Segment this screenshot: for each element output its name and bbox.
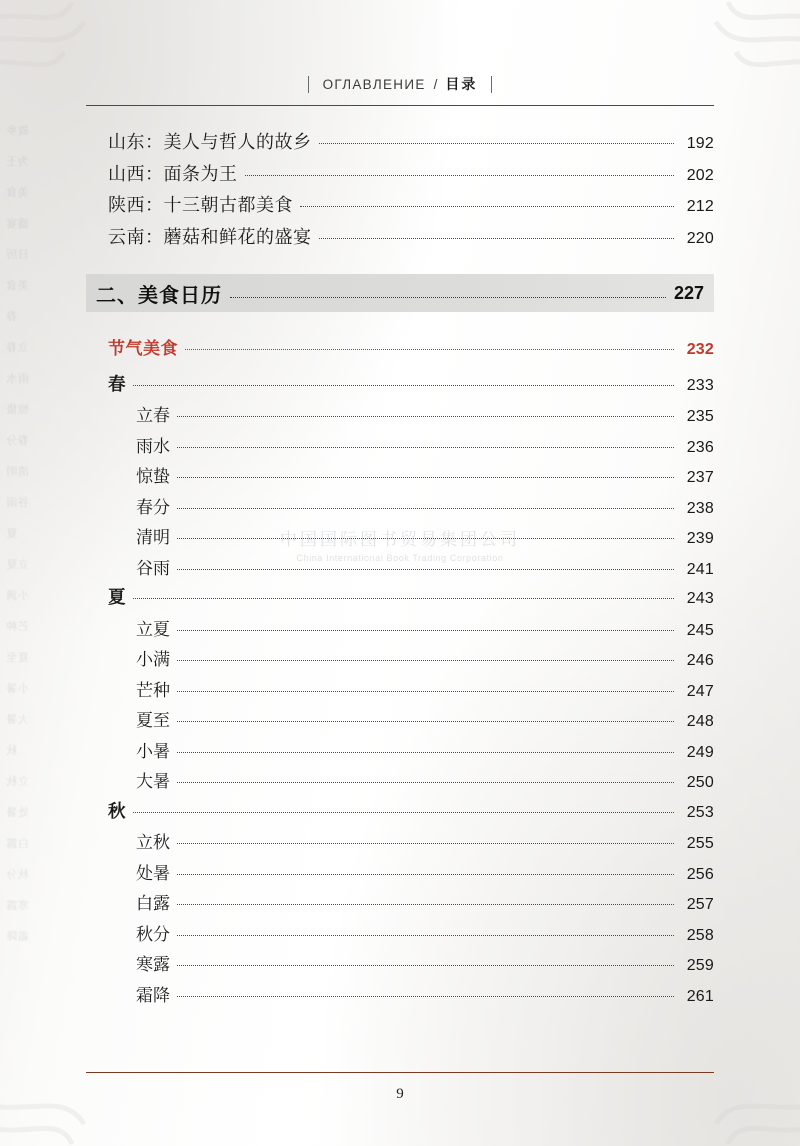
toc-entry-label: 春 — [108, 373, 126, 394]
toc-entry[interactable] — [86, 737, 714, 768]
toc-entry-label: 清明 — [136, 528, 170, 547]
toc-leader — [230, 297, 666, 298]
bleed-line: 清明 — [6, 466, 29, 478]
toc-leader — [177, 721, 674, 722]
toc-entry-label: 云南：蘑菇和鲜花的盛宴 — [108, 226, 312, 247]
toc-entry-label: 夏至 — [136, 711, 170, 730]
toc-entry[interactable] — [86, 645, 714, 676]
bleed-line: 谷雨 — [6, 497, 29, 509]
toc-entry-page: 232 — [686, 341, 714, 358]
watermark-text-zh: 中国国际图书贸易集团公司 — [280, 530, 520, 549]
toc-entry[interactable] — [86, 828, 714, 859]
toc-entry-label: 谷雨 — [136, 558, 170, 578]
toc-entry-page: 249 — [686, 743, 714, 761]
toc-leader — [177, 874, 674, 875]
toc-entry[interactable] — [86, 706, 714, 737]
toc-entry-season[interactable] — [86, 584, 714, 615]
bleed-line: 处暑 — [6, 807, 29, 819]
toc-entry-page: 255 — [686, 835, 714, 852]
toc-leader — [177, 843, 674, 844]
toc-entry[interactable] — [86, 223, 714, 255]
toc-leader — [177, 752, 674, 753]
toc-entry-page: 202 — [686, 166, 714, 184]
toc-section-page: 227 — [673, 282, 704, 303]
bleed-line: 霜降 — [6, 931, 29, 943]
toc-entry-label: 陕西：十三朝古都美食 — [108, 195, 293, 215]
toc-entry[interactable] — [86, 191, 714, 223]
toc-entry[interactable] — [86, 981, 714, 1012]
toc-entry[interactable] — [86, 859, 714, 890]
toc-entry-page: 233 — [686, 376, 714, 394]
toc-leader — [177, 996, 674, 997]
toc-entry-page: 246 — [686, 652, 714, 669]
toc-entry-label: 山东：美人与哲人的故乡 — [108, 132, 312, 152]
toc-entry-page: 192 — [686, 135, 714, 152]
toc-leader — [177, 416, 674, 417]
page-bleed-through — [0, 118, 96, 1048]
toc-entry-page: 237 — [686, 469, 714, 486]
toc-section-header[interactable] — [86, 274, 714, 312]
bleed-line: 立夏 — [6, 559, 29, 571]
bleed-line: 春 — [6, 311, 18, 323]
toc-leader — [177, 508, 674, 509]
header-title-zh: 目录 — [445, 76, 478, 92]
toc-entry[interactable] — [86, 493, 714, 524]
footer-divider — [86, 1072, 714, 1073]
toc-entry-label: 惊蛰 — [136, 467, 170, 486]
toc-entry-label: 秋分 — [136, 924, 170, 944]
toc-leader — [133, 598, 675, 599]
header-divider — [86, 105, 714, 106]
toc-entry-page: 257 — [686, 896, 714, 913]
toc-entry[interactable] — [86, 554, 714, 585]
toc-entry-page: 243 — [686, 590, 714, 607]
toc-entry-season[interactable] — [86, 371, 714, 402]
toc-entry-label: 立夏 — [136, 619, 170, 639]
toc-entry-page: 241 — [686, 560, 714, 578]
toc-entry-label: 小暑 — [136, 741, 170, 761]
toc-entry-page: 212 — [686, 198, 714, 215]
toc-entry-page: 220 — [686, 229, 714, 247]
bleed-line: 秋分 — [6, 869, 29, 881]
bleed-line: 雨水 — [6, 373, 29, 385]
toc-leader — [177, 691, 674, 692]
toc-leader — [319, 238, 675, 239]
bleed-line: 美食 — [6, 187, 29, 199]
toc-entry-page: 235 — [686, 408, 714, 425]
toc-leader — [177, 935, 674, 936]
toc-entry-label: 霜降 — [136, 985, 170, 1005]
bleed-line: 夏 — [6, 528, 18, 540]
bleed-line: 立春 — [6, 342, 29, 354]
bleed-line: 夏至 — [6, 652, 29, 664]
toc-entry-page: 256 — [686, 865, 714, 883]
bleed-line: 芒种 — [6, 621, 29, 633]
toc-entry-page: 259 — [686, 957, 714, 974]
toc-section-label: 二、美食日历 — [96, 284, 222, 307]
bleed-line: 惊蛰 — [6, 404, 29, 416]
bleed-line: 为王 — [6, 156, 29, 168]
bleed-line: 小暑 — [6, 683, 29, 695]
toc-entry-label: 山西：面条为王 — [108, 163, 238, 184]
bleed-line: 大暑 — [6, 714, 29, 726]
toc-entry-label: 寒露 — [136, 955, 170, 974]
header-rule-right — [491, 76, 492, 93]
toc-entry[interactable] — [86, 676, 714, 707]
toc-entry-page: 253 — [686, 803, 714, 821]
toc-entry[interactable] — [86, 950, 714, 981]
toc-entry[interactable] — [86, 128, 714, 160]
toc-entry-label: 雨水 — [136, 436, 170, 456]
toc-entry-label: 节气美食 — [108, 339, 178, 358]
toc-entry[interactable] — [86, 160, 714, 192]
toc-leader — [177, 904, 674, 905]
toc-entry-label: 白露 — [136, 894, 170, 913]
toc-entry-label: 芒种 — [136, 680, 170, 700]
header-title-ru: ОГЛАВЛЕНИЕ — [322, 76, 426, 92]
page-header — [86, 72, 714, 106]
spacer — [86, 322, 714, 334]
toc-entry-label: 立春 — [136, 406, 170, 425]
toc-entry[interactable] — [86, 920, 714, 951]
toc-leader — [177, 538, 674, 539]
toc-leader — [185, 349, 674, 350]
bleed-line: 立秋 — [6, 776, 29, 788]
toc-entry-page: 239 — [686, 530, 714, 547]
toc-leader — [133, 812, 675, 813]
toc-entry-label: 秋 — [108, 800, 126, 821]
toc-leader — [177, 447, 674, 448]
toc-entry[interactable] — [86, 615, 714, 646]
bleed-line: 春分 — [6, 435, 29, 447]
toc-entry-page: 236 — [686, 438, 714, 456]
table-of-contents — [86, 128, 714, 1011]
toc-entry[interactable] — [86, 401, 714, 432]
toc-entry[interactable] — [86, 432, 714, 463]
toc-leader — [177, 660, 674, 661]
toc-entry[interactable] — [86, 767, 714, 798]
bleed-line: 小满 — [6, 590, 29, 602]
toc-leader — [177, 965, 674, 966]
toc-entry-label: 小满 — [136, 650, 170, 669]
header-separator: / — [433, 76, 438, 92]
toc-entry[interactable] — [86, 889, 714, 920]
toc-entry-label: 处暑 — [136, 863, 170, 883]
header-rule-left — [308, 76, 309, 93]
toc-entry-label: 夏 — [108, 587, 126, 607]
bleed-line: 白露 — [6, 838, 29, 850]
toc-entry-page: 245 — [686, 621, 714, 639]
bleed-line: 寒露 — [6, 900, 29, 912]
toc-entry-label: 立秋 — [136, 833, 170, 852]
toc-leader — [319, 143, 675, 144]
toc-entry-page: 250 — [686, 774, 714, 791]
toc-entry-page: 247 — [686, 682, 714, 700]
bleed-line: 故乡 — [6, 125, 29, 137]
toc-leader — [177, 630, 674, 631]
toc-entry[interactable] — [86, 523, 714, 554]
watermark-text-en: China International Book Trading Corporation — [296, 553, 504, 563]
bleed-line: 秋 — [6, 745, 18, 757]
toc-leader — [177, 569, 674, 570]
toc-leader — [177, 477, 674, 478]
toc-entry-page: 261 — [686, 987, 714, 1005]
bleed-line: 美食 — [6, 280, 29, 292]
toc-entry[interactable] — [86, 462, 714, 493]
toc-entry-page: 238 — [686, 499, 714, 517]
toc-leader — [177, 782, 674, 783]
toc-entry-highlight[interactable] — [86, 334, 714, 365]
page-number: 9 — [396, 1086, 404, 1102]
toc-entry-label: 春分 — [136, 497, 170, 517]
toc-entry-label: 大暑 — [136, 772, 170, 791]
toc-entry-season[interactable] — [86, 798, 714, 829]
bleed-line: 日历 — [6, 249, 29, 261]
toc-leader — [300, 206, 674, 207]
bleed-line: 盛宴 — [6, 218, 29, 230]
toc-leader — [133, 385, 675, 386]
toc-leader — [245, 175, 675, 176]
toc-entry-page: 258 — [686, 926, 714, 944]
toc-entry-page: 248 — [686, 713, 714, 730]
